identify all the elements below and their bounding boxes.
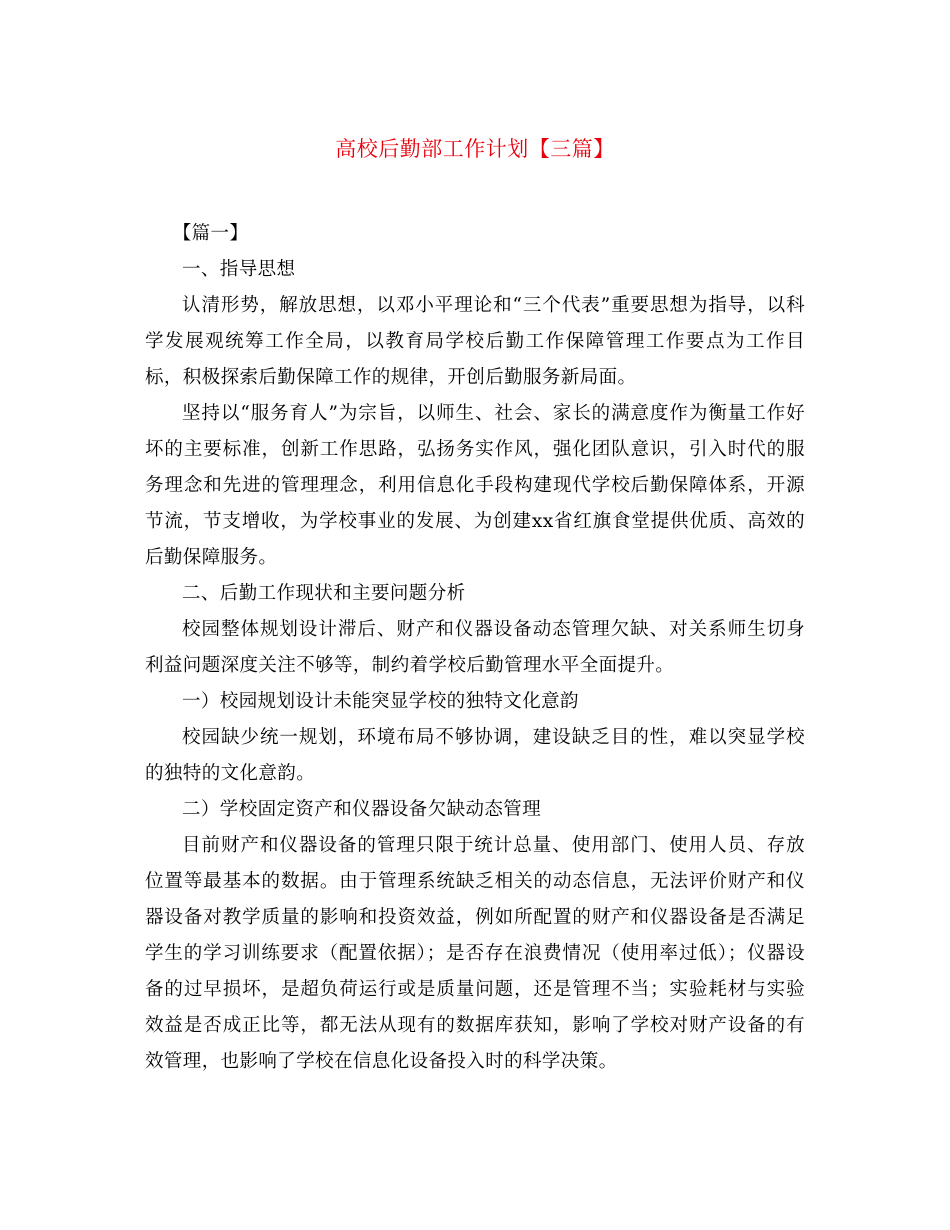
subheading-campus-planning: 一）校园规划设计未能突显学校的独特文化意韵	[182, 691, 579, 712]
paragraph: 校园整体规划设计滞后、财产和仪器设备动态管理欠缺、对关系师生切身利益问题深度关注不够等，制约着学校后勤管理水平全面提升。	[145, 619, 805, 676]
paragraph: 校园缺少统一规划，环境布局不够协调，建设缺乏目的性，难以突显学校的独特的文化意韵。	[145, 727, 805, 784]
paragraph: 坚持以“服务育人”为宗旨，以师生、社会、家长的满意度作为衡量工作好坏的主要标准，创新工作思路，弘扬务实作风，强化团队意识，引入时代的服务理念和先进的管理理念，利用信息化手段构建现代学校后勤保障体系，开源节流，节支增收，为学校事业的发展、为创建xx省红旗食堂提供优质、高效的后勤保障服务。	[145, 403, 805, 568]
subheading-asset-management: 二）学校固定资产和仪器设备欠缺动态管理	[182, 799, 542, 820]
section-label: 【篇一】	[172, 223, 249, 244]
paragraph: 认清形势，解放思想，以邓小平理论和“三个代表”重要思想为指导，以科学发展观统筹工作全局，以教育局学校后勤工作保障管理工作要点为工作目标，积极探索后勤保障工作的规律，开创后勤服务新局面。	[145, 295, 805, 388]
paragraph: 目前财产和仪器设备的管理只限于统计总量、使用部门、使用人员、存放位置等最基本的数据。由于管理系统缺乏相关的动态信息，无法评价财产和仪器设备对教学质量的影响和投资效益，例如所配置的财产和仪器设备是否满足学生的学习训练要求（配置依据）；是否存在浪费情况（使用率过低）；仪器设备的过早损坏，是超负荷运行或是质量问题，还是管理不当；实验耗材与实验效益是否成正比等，都无法从现有的数据库获知，影响了学校对财产设备的有效管理，也影响了学校在信息化设备投入时的科学决策。	[145, 835, 805, 1072]
document-body	[145, 216, 805, 1080]
heading-guiding-ideology: 一、指导思想	[182, 259, 296, 280]
heading-status-analysis: 二、后勤工作现状和主要问题分析	[182, 583, 466, 604]
document-title: 高校后勤部工作计划【三篇】	[335, 137, 615, 161]
